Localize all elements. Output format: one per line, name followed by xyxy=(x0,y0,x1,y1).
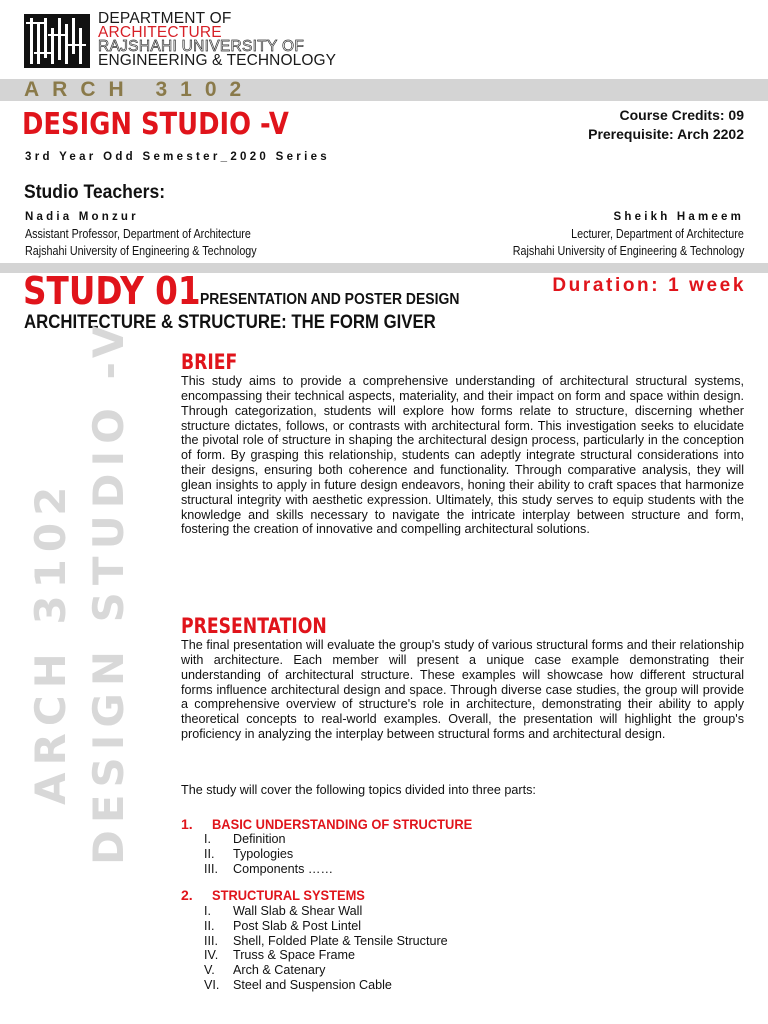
brief-text: This study aims to provide a comprehensive understanding of architectural structural systems, encompassing their technical aspects, materiality, and their impact on form and space within design. Through categorization, students will explore how forms relate to structure, discerning whether structure dictates, follows, or contrasts with architectural form. This investigation seeks to elucidate the pivotal role of structure in shaping the architectural design process, particularly in the conception of form. By grasping this relationship, students can adeptly integrate structural considerations into their designs, ensuring both coherence and functionality. Through comparative analysis, they will glean insights to apply in future design endeavors, honing their ability to craft spaces that harmonize structural integrity with aesthetic expression. Ultimately, this study serves to equip students with the knowledge and skills necessary to navigate the intricate interplay between structure and form, fostering the creation of innovative and compelling architectural solutions. xyxy=(181,374,744,537)
list-item xyxy=(204,862,333,877)
teacher-2-name: Sheikh Hameem xyxy=(613,211,744,223)
list-item-text: Post Slab & Post Lintel xyxy=(233,919,362,933)
list-item-text: Definition xyxy=(233,832,286,846)
list-item xyxy=(204,963,325,978)
dept-line-4: ENGINEERING & TECHNOLOGY xyxy=(98,52,337,69)
list-item-numeral: II. xyxy=(204,919,215,933)
list-item-numeral: I. xyxy=(204,904,211,918)
list-item-numeral: V. xyxy=(204,963,215,977)
study-label: STUDY 01 xyxy=(23,269,201,313)
watermark-course-title: DESIGN STUDIO -V xyxy=(84,318,133,865)
list-item xyxy=(204,847,293,862)
list-item xyxy=(204,832,286,847)
list-item xyxy=(204,978,392,993)
teacher-1-name: Nadia Monzur xyxy=(25,211,139,223)
dept-line-2: ARCHITECTURE xyxy=(98,24,222,41)
list-item-text: Truss & Space Frame xyxy=(233,948,356,962)
list-item xyxy=(204,948,355,963)
part-1-number: 1. xyxy=(181,816,193,832)
list-item-numeral: I. xyxy=(204,832,211,846)
list-item-text: Wall Slab & Shear Wall xyxy=(233,904,363,918)
semester-line: 3rd Year Odd Semester_2020 Series xyxy=(25,151,330,163)
dept-line-3: RAJSHAHI UNIVERSITY OF xyxy=(98,38,305,55)
teacher-2-position: Lecturer, Department of Architecture xyxy=(571,227,744,241)
study-subtitle: PRESENTATION AND POSTER DESIGN xyxy=(200,291,460,308)
study-theme: ARCHITECTURE & STRUCTURE: THE FORM GIVER xyxy=(24,311,436,333)
study-duration: Duration: 1 week xyxy=(552,275,746,296)
part-2-title: STRUCTURAL SYSTEMS xyxy=(212,887,365,903)
list-item xyxy=(204,904,362,919)
list-item-numeral: II. xyxy=(204,847,215,861)
course-title: DESIGN STUDIO -V xyxy=(22,107,289,142)
part-1-heading xyxy=(181,816,495,832)
list-item xyxy=(204,934,448,949)
teachers-heading: Studio Teachers: xyxy=(24,181,166,203)
teacher-1-position: Assistant Professor, Department of Architecture xyxy=(25,227,251,241)
list-item-numeral: III. xyxy=(204,934,218,948)
part-2-number: 2. xyxy=(181,887,193,903)
list-item-numeral: VI. xyxy=(204,978,220,992)
course-code: ARCH 3102 xyxy=(24,78,255,101)
list-item-numeral: IV. xyxy=(204,948,219,962)
list-item-numeral: III. xyxy=(204,862,218,876)
presentation-heading: PRESENTATION xyxy=(181,614,327,638)
brief-heading: BRIEF xyxy=(181,350,238,374)
watermark-course-code: ARCH 3102 xyxy=(26,479,75,805)
list-item-text: Steel and Suspension Cable xyxy=(233,978,392,992)
course-prerequisite: Prerequisite: Arch 2202 xyxy=(588,126,744,142)
presentation-text: The final presentation will evaluate the group's study of various structural forms and their relationship with architecture. Each member will present a unique case example demonstrating their understanding of architectural structure. These examples will showcase how different structural forms influence architectural design and space. Through diverse case studies, the group will provide a comprehensive overview of structure's role in architecture, demonstrating their ability to apply theoretical concepts to real-world examples. Overall, the presentation will highlight the group's proficiency in analyzing the interplay between structural forms and architectural design. xyxy=(181,638,744,742)
part-1-title: BASIC UNDERSTANDING OF STRUCTURE xyxy=(212,816,473,832)
list-item-text: Arch & Catenary xyxy=(233,963,326,977)
list-item-text: Components …… xyxy=(233,862,334,876)
list-item-text: Typologies xyxy=(233,847,294,861)
course-meta xyxy=(588,106,744,144)
teacher-2-institution: Rajshahi University of Engineering & Technology xyxy=(512,244,744,258)
department-logo xyxy=(24,14,90,68)
dept-line-1: DEPARTMENT OF xyxy=(98,10,232,27)
list-item-text: Shell, Folded Plate & Tensile Structure xyxy=(233,934,448,948)
teacher-1-institution: Rajshahi University of Engineering & Technology xyxy=(25,244,257,258)
list-item xyxy=(204,919,361,934)
part-2-heading xyxy=(181,887,378,903)
course-credits: Course Credits: 09 xyxy=(619,107,744,123)
topics-intro: The study will cover the following topics divided into three parts: xyxy=(181,783,536,797)
